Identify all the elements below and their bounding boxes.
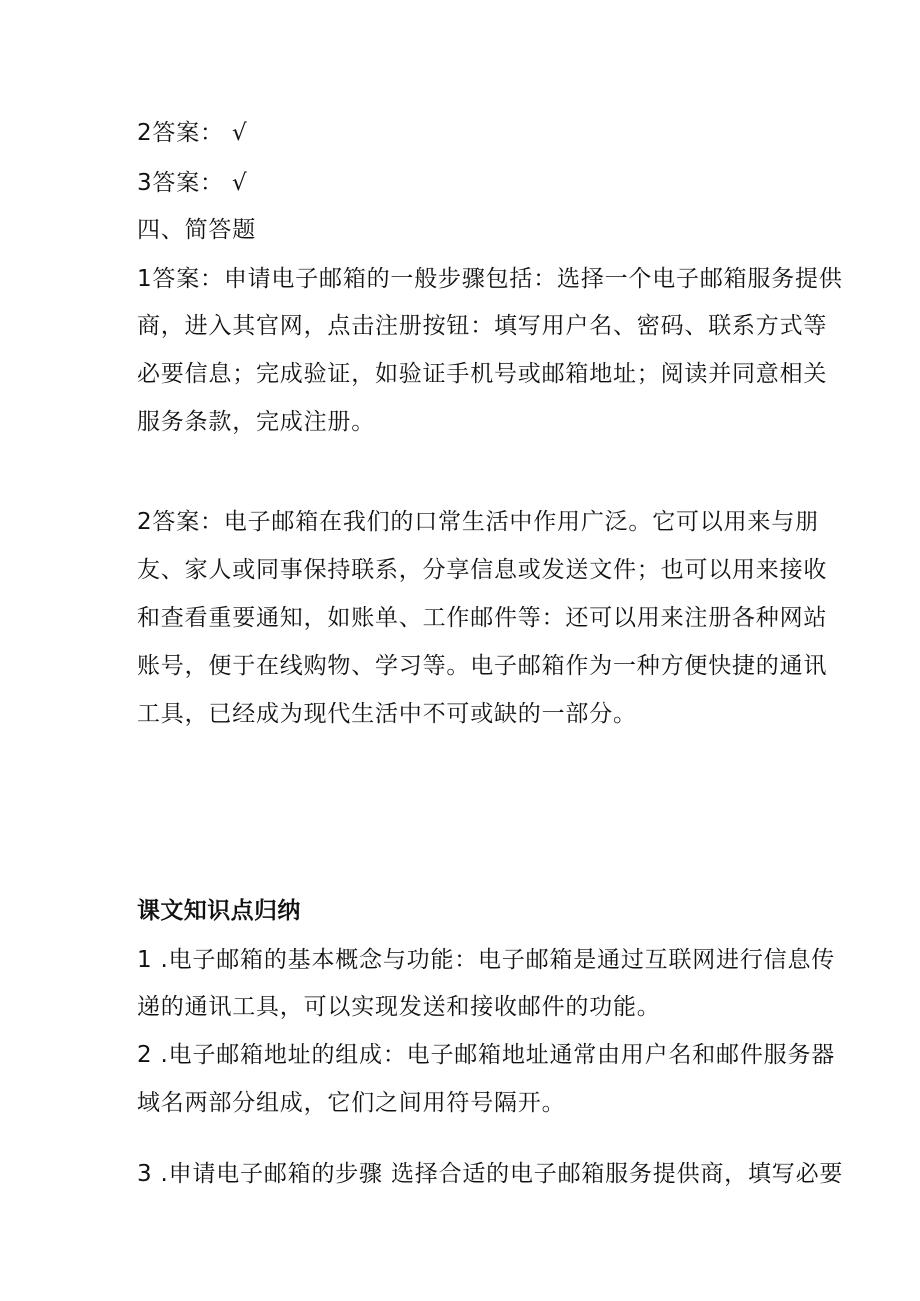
short-answer-1-line: 1答案：申请电子邮箱的一般步骤包括：选择一个电子邮箱服务提供 bbox=[137, 266, 843, 292]
summary-point-line: 3 .申请电子邮箱的步骤 选择合适的电子邮箱服务提供商，填写必要 bbox=[137, 1161, 844, 1187]
short-answer-2-line: 账号，便于在线购物、学习等。电子邮箱作为一种方便快捷的通讯 bbox=[137, 653, 828, 679]
summary-point-line: 2 .电子邮箱地址的组成：电子邮箱地址通常由用户名和邮件服务器 bbox=[137, 1042, 836, 1068]
short-answer-2-line: 友、家人或同事保持联系，分享信息或发送文件；也可以用来接收 bbox=[137, 557, 828, 583]
short-answer-2-line: 和查看重要通知，如账单、工作邮件等：还可以用来注册各种网站 bbox=[137, 605, 828, 631]
summary-point-line: 域名两部分组成，它们之间用符号隔开。 bbox=[137, 1090, 566, 1116]
short-answer-2-line: 工具，已经成为现代生活中不可或缺的一部分。 bbox=[137, 701, 637, 727]
short-answer-2-line: 2答案：电子邮箱在我们的口常生活中作用广泛。它可以用来与朋 bbox=[137, 509, 819, 535]
summary-title: 课文知识点归纳 bbox=[137, 898, 301, 924]
short-answer-1-line: 必要信息；完成验证，如验证手机号或邮箱地址；阅读并同意相关 bbox=[137, 361, 828, 387]
answer-3-tf: 3答案： √ bbox=[137, 170, 248, 196]
summary-point-line: 递的通讯工具，可以实现发送和接收邮件的功能。 bbox=[137, 994, 661, 1020]
short-answer-1-line: 服务条款，完成注册。 bbox=[137, 409, 375, 435]
answer-2-tf: 2答案： √ bbox=[137, 120, 248, 146]
summary-point-line: 1 .电子邮箱的基本概念与功能：电子邮箱是通过互联网进行信息传 bbox=[137, 947, 836, 973]
section-title-short-answer: 四、简答题 bbox=[137, 217, 256, 243]
short-answer-1-line: 商，进入其官网，点击注册按钮：填写用户名、密码、联系方式等 bbox=[137, 313, 828, 339]
